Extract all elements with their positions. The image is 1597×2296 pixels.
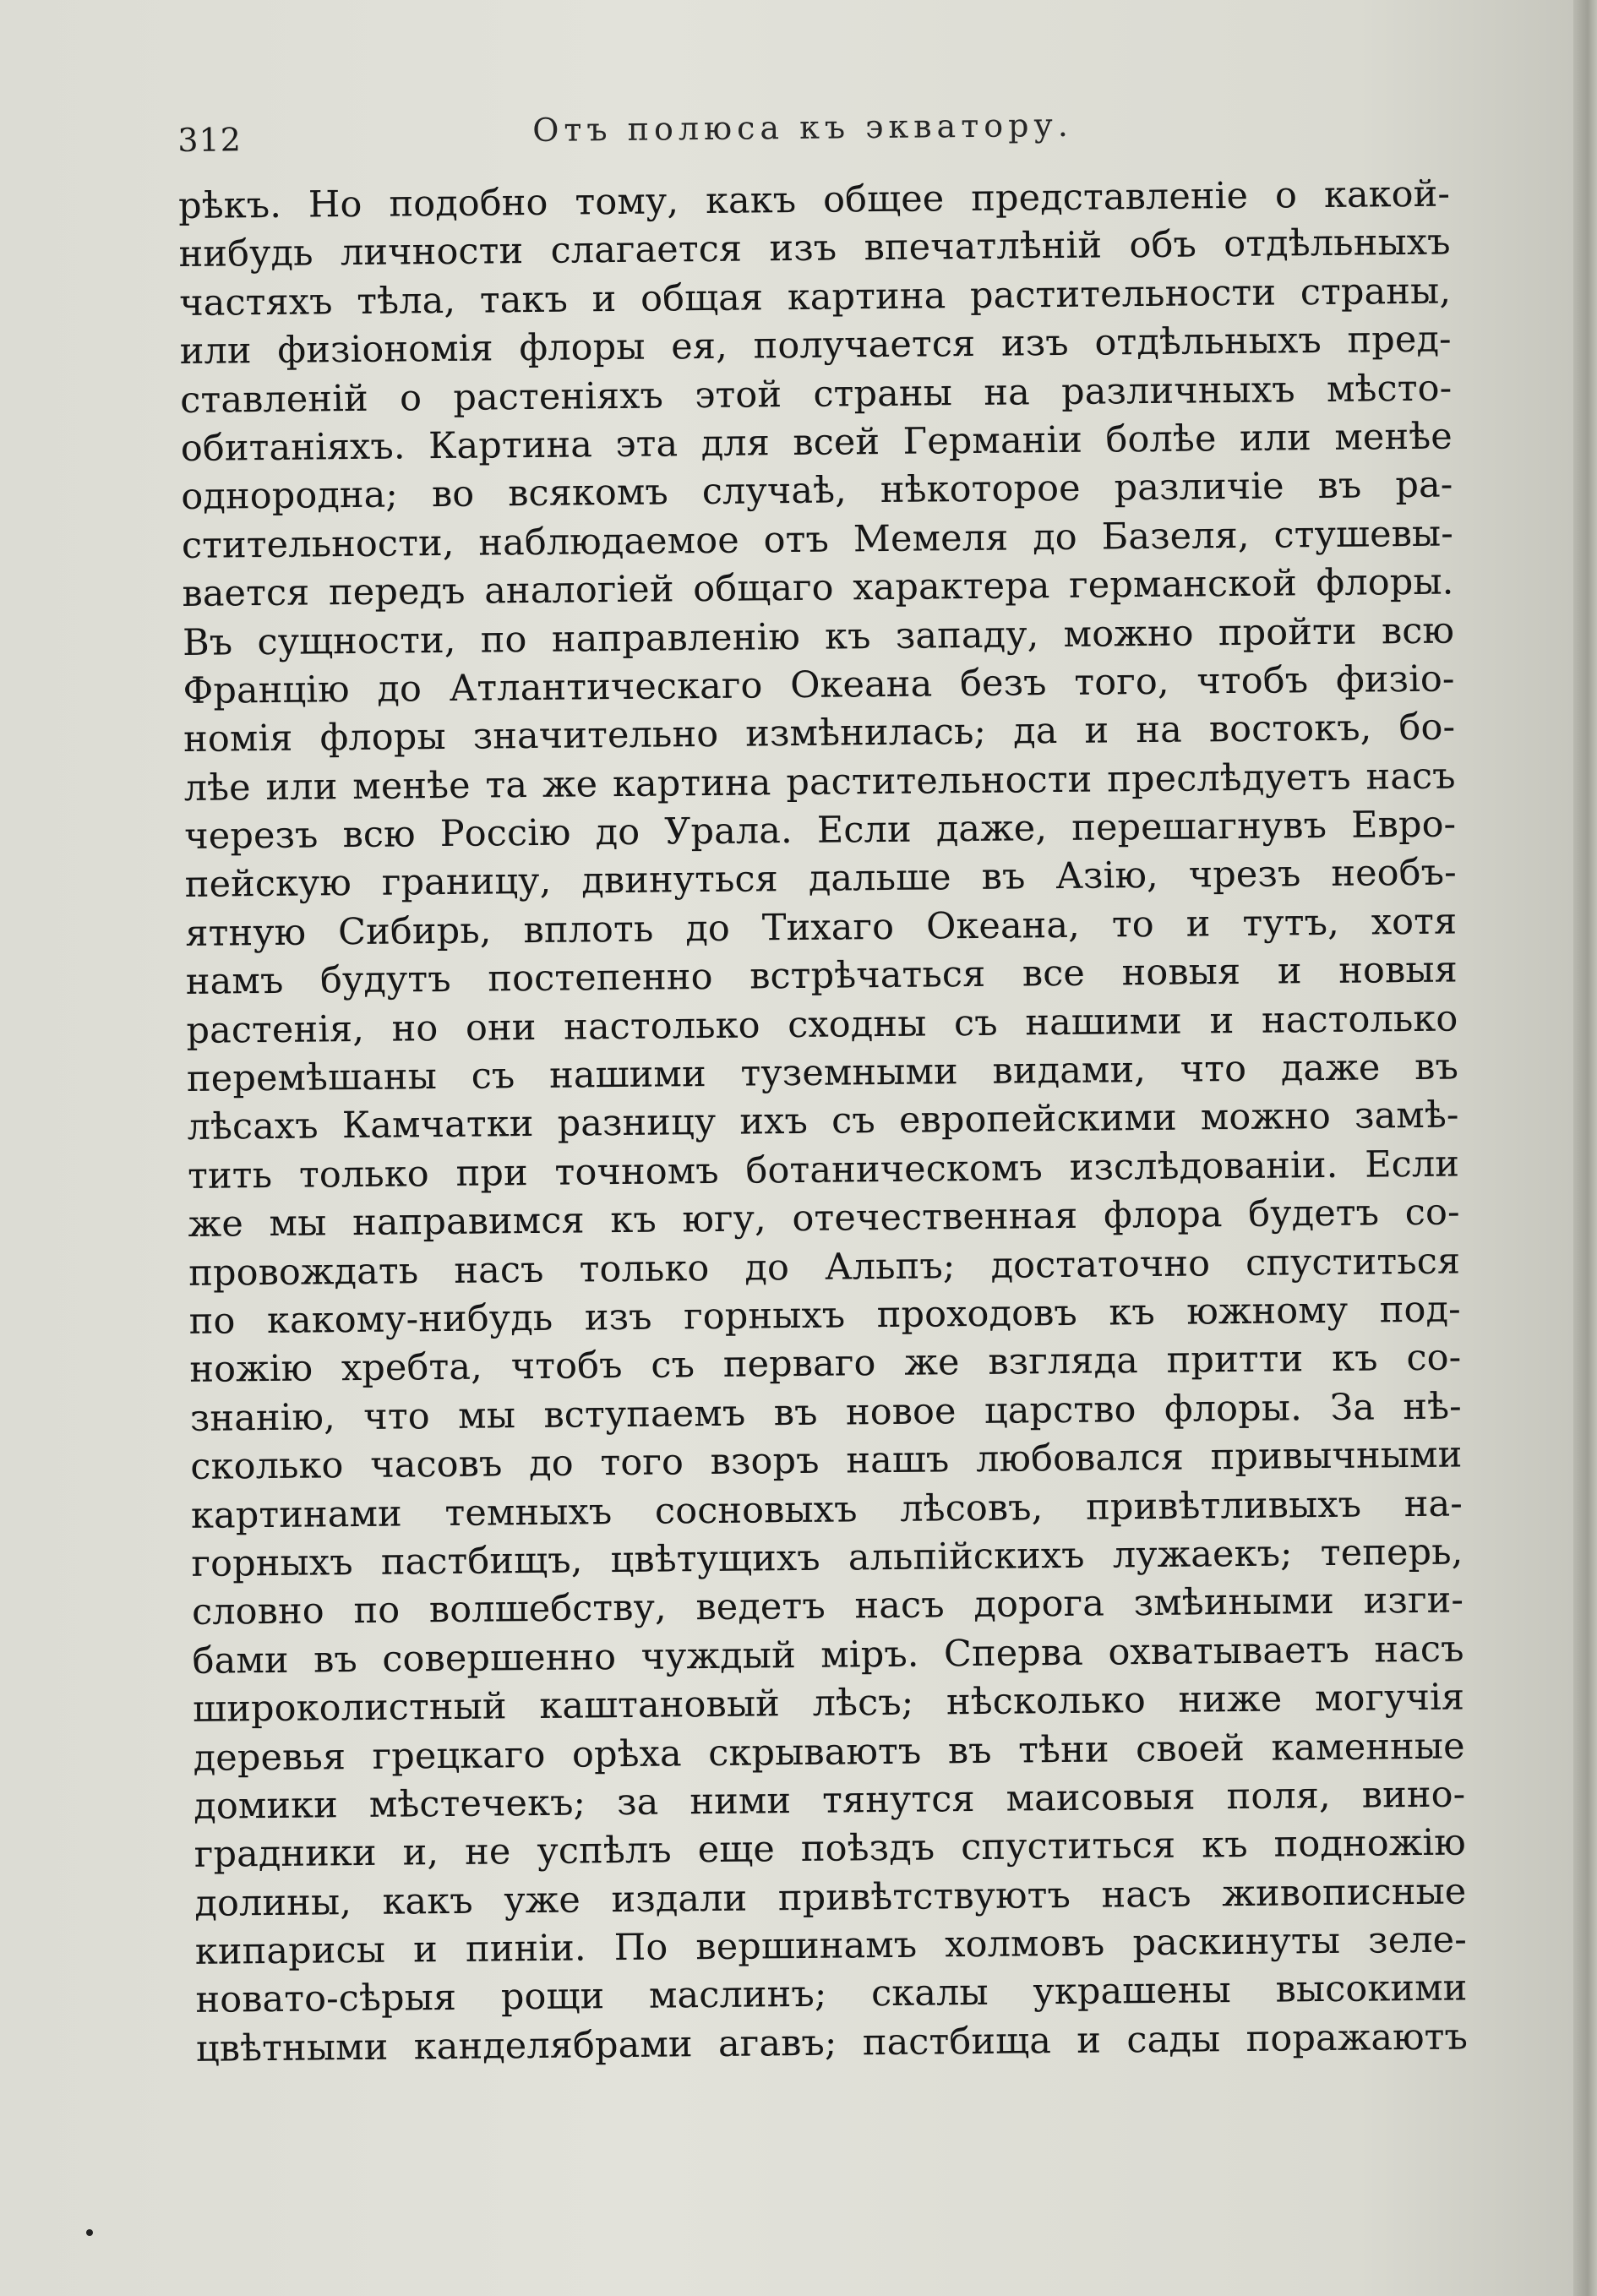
text-line: лѣсахъ Камчатки разницу ихъ съ европейскими можно замѣ- bbox=[187, 1093, 1459, 1149]
text-line: кипарисы и пиніи. По вершинамъ холмовъ раскинуты зеле- bbox=[194, 1918, 1468, 1973]
page-number: 312 bbox=[177, 121, 243, 159]
text-line: по какому-нибудь изъ горныхъ проходовъ къ южному под- bbox=[188, 1288, 1461, 1343]
text-line: ножію хребта, чтобъ съ перваго же взгляда притти къ со- bbox=[189, 1336, 1462, 1392]
text-line: сколько часовъ до того взоръ нашъ любовался привычными bbox=[190, 1433, 1463, 1489]
text-line: вается передъ аналогіей общаго характера германской флоры. bbox=[182, 560, 1454, 616]
book-page bbox=[177, 98, 1469, 2189]
text-line: градники и, не успѣлъ еще поѣздъ спуститься къ подножію bbox=[193, 1821, 1466, 1877]
text-line: черезъ всю Россію до Урала. Если даже, перешагнувъ Евро- bbox=[184, 803, 1457, 859]
text-line: лѣе или менѣе та же картина растительности преслѣдуетъ насъ bbox=[183, 755, 1456, 810]
text-line: картинами темныхъ сосновыхъ лѣсовъ, привѣтливыхъ на- bbox=[190, 1482, 1463, 1537]
text-line: номія флоры значительно измѣнилась; да и на востокъ, бо- bbox=[183, 706, 1456, 761]
text-line: частяхъ тѣла, такъ и общая картина растительности страны, bbox=[178, 270, 1452, 324]
page-edge-shadow bbox=[1573, 0, 1597, 2296]
text-line: деревья грецкаго орѣха скрываютъ въ тѣни своей каменные bbox=[193, 1724, 1465, 1780]
page-header bbox=[177, 98, 1450, 169]
ink-speck bbox=[86, 2229, 93, 2236]
text-line: стительности, наблюдаемое отъ Мемеля до Базеля, стушевы- bbox=[181, 512, 1454, 567]
text-line: словно по волшебству, ведетъ насъ дорога змѣиными изги- bbox=[191, 1579, 1464, 1634]
text-line: или физіономія флоры ея, получается изъ отдѣльныхъ пред- bbox=[179, 318, 1452, 374]
text-line: Въ сущности, по направленію къ западу, можно пройти всю bbox=[182, 609, 1455, 664]
text-line: намъ будутъ постепенно встрѣчаться все новыя и новыя bbox=[185, 948, 1458, 1004]
text-line: Францію до Атлантическаго Океана безъ того, чтобъ физіо- bbox=[183, 657, 1455, 712]
text-line: цвѣтными канделябрами агавъ; пастбища и сады поражаютъ bbox=[195, 2015, 1469, 2070]
text-line: нибудь личности слагается изъ впечатлѣній объ отдѣльныхъ bbox=[178, 221, 1451, 276]
text-line: пейскую границу, двинуться дальше въ Азію, чрезъ необъ- bbox=[184, 851, 1457, 907]
text-line: тить только при точномъ ботаническомъ изслѣдованіи. Если bbox=[187, 1143, 1460, 1197]
running-title: Отъ полюса къ экватору. bbox=[532, 106, 1074, 149]
text-line: ятную Сибирь, вплоть до Тихаго Океана, то и тутъ, хотя bbox=[185, 900, 1458, 955]
text-line: обитаніяхъ. Картина эта для всей Германіи болѣе или менѣе bbox=[180, 415, 1453, 470]
text-line: широколистный каштановый лѣсъ; нѣсколько ниже могучія bbox=[192, 1676, 1465, 1732]
text-line: бами въ совершенно чуждый міръ. Сперва охватываетъ насъ bbox=[192, 1628, 1464, 1682]
text-line: же мы направимся къ югу, отечественная флора будетъ со- bbox=[188, 1191, 1460, 1246]
body-text bbox=[178, 171, 1468, 2075]
text-line: домики мѣстечекъ; за ними тянутся маисовыя поля, вино- bbox=[193, 1773, 1466, 1828]
text-line: однородна; во всякомъ случаѣ, нѣкоторое различіе въ ра- bbox=[181, 463, 1453, 519]
text-line: горныхъ пастбищъ, цвѣтущихъ альпійскихъ лужаекъ; теперь, bbox=[191, 1530, 1463, 1585]
text-line: провождать насъ только до Альпъ; достаточно спуститься bbox=[188, 1240, 1461, 1295]
text-line: ставленій о растеніяхъ этой страны на различныхъ мѣсто- bbox=[180, 367, 1453, 422]
text-line: растенія, но они настолько сходны съ нашими и настолько bbox=[186, 997, 1458, 1052]
text-line: знанію, что мы вступаемъ въ новое царство флоры. За нѣ- bbox=[189, 1385, 1463, 1440]
text-line: рѣкъ. Но подобно тому, какъ общее представленіе о какой- bbox=[177, 172, 1451, 227]
text-line: новато-сѣрыя рощи маслинъ; скалы украшены высокими bbox=[195, 1966, 1468, 2022]
text-line: перемѣшаны съ нашими туземными видами, что даже въ bbox=[186, 1045, 1459, 1100]
text-line: долины, какъ уже издали привѣтствуютъ насъ живописные bbox=[194, 1870, 1467, 1925]
